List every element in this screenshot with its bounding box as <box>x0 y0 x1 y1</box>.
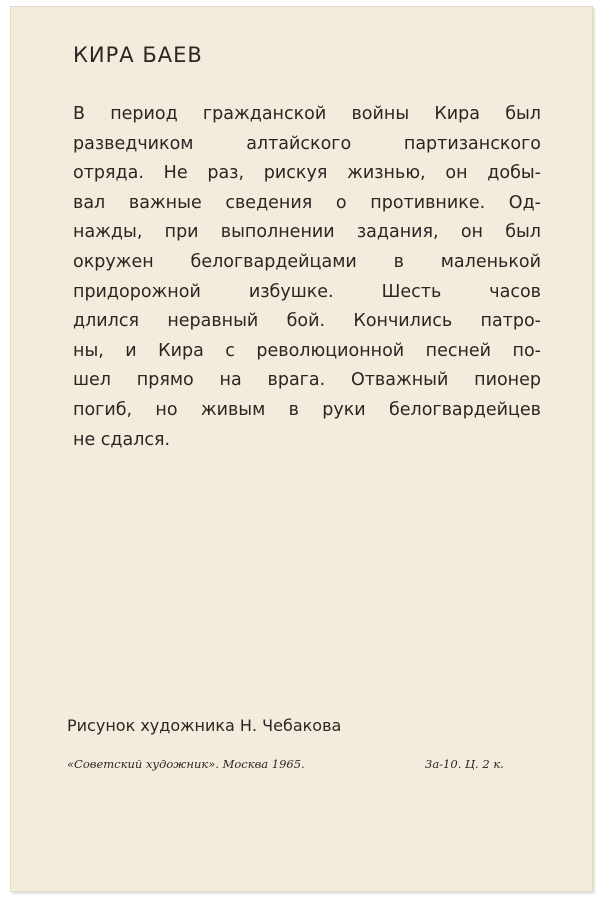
body-line: шел прямо на врага. Отважный пионер <box>73 370 541 391</box>
body-line: длился неравный бой. Кончились патро- <box>73 311 541 332</box>
publisher-imprint: «Советский художник». Москва 1965. <box>67 757 305 771</box>
body-line: погиб, но живым в руки белогвардейцев <box>73 399 541 420</box>
body-line: нажды, при выполнении задания, он был <box>73 222 541 243</box>
body-line: разведчиком алтайского партизанского <box>73 133 541 154</box>
body-line: отряда. Не раз, рискуя жизнью, он добы- <box>73 163 541 184</box>
body-line: окружен белогвардейцами в маленькой <box>73 251 541 272</box>
body-line: В период гражданской войны Кира был <box>73 104 541 124</box>
postcard-back <box>10 6 593 892</box>
body-text <box>73 100 541 455</box>
illustrator-credit: Рисунок художника Н. Чебакова <box>67 716 342 735</box>
print-code: 3а-10. Ц. 2 к. <box>425 757 504 771</box>
body-line: придорожной избушке. Шесть часов <box>73 281 541 302</box>
card-title: КИРА БАЕВ <box>73 43 203 67</box>
body-line: вал важные сведения о противнике. Од- <box>73 192 541 213</box>
body-line: ны, и Кира с революционной песней по- <box>73 340 541 361</box>
body-line: не сдался. <box>73 429 171 450</box>
